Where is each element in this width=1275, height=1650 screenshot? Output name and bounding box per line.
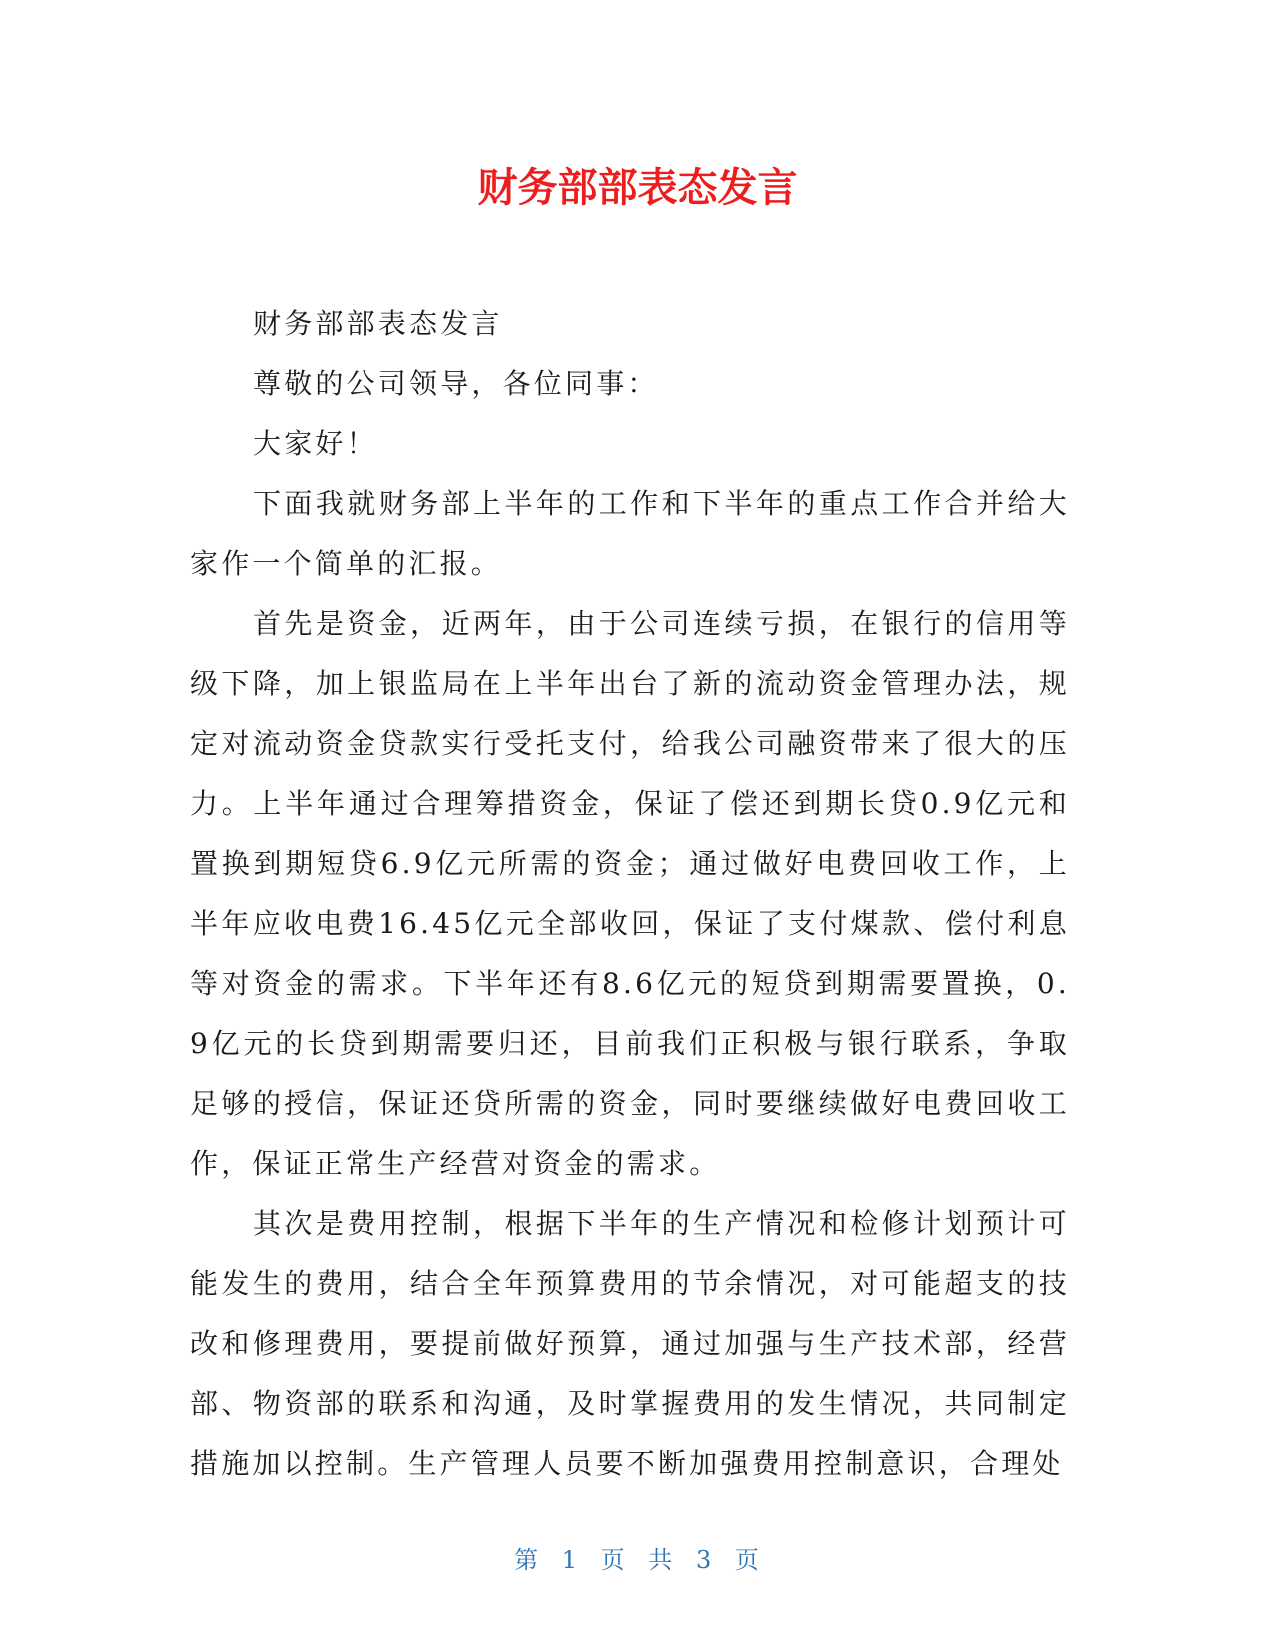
paragraph-greeting: 大家好！ xyxy=(253,427,378,460)
footer-total-pages: 3 xyxy=(695,1546,714,1574)
footer-page-number: 1 xyxy=(561,1546,580,1574)
paragraph-funds: 首先是资金，近两年，由于公司连续亏损，在银行的信用等级下降，加上银监局在上半年出台了新的流动资金管理办法，规定对流动资金贷款实行受托支付，给我公司融资带来了很大的压力。上半年通过合理筹措资金，保证了偿还到期长贷0.9亿元和置换到期短贷6.9亿元所需的资金；通过做好电费回收工作，上半年应收电费16.45亿元全部收回，保证了支付煤款、偿付利息等对资金的需求。下半年还有8.6亿元的短贷到期需要置换，0.9亿元的长贷到期需要归还，目前我们正积极与银行联系，争取足够的授信，保证还贷所需的资金，同时要继续做好电费回收工作，保证正常生产经营对资金的需求。 xyxy=(190,607,1070,1180)
paragraph-intro: 下面我就财务部上半年的工作和下半年的重点工作合并给大家作一个简单的汇报。 xyxy=(190,487,1070,580)
paragraph-cost-control: 其次是费用控制，根据下半年的生产情况和检修计划预计可能发生的费用，结合全年预算费用的节余情况，对可能超支的技改和修理费用，要提前做好预算，通过加强与生产技术部，经营部、物资部的联系和沟通，及时掌握费用的发生情况，共同制定措施加以控制。生产管理人员要不断加强费用控制意识，合理处 xyxy=(190,1207,1070,1480)
document-body xyxy=(190,294,1070,1494)
page-title: 财务部部表态发言 xyxy=(477,165,798,211)
footer-total-unit: 页 xyxy=(734,1546,761,1574)
paragraph-heading: 财务部部表态发言 xyxy=(253,307,503,340)
page-footer xyxy=(0,1544,1275,1576)
paragraph-salutation: 尊敬的公司领导，各位同事： xyxy=(253,367,659,400)
footer-total-label: 共 xyxy=(648,1546,675,1574)
footer-page-label: 第 xyxy=(514,1546,541,1574)
footer-page-unit: 页 xyxy=(600,1546,627,1574)
